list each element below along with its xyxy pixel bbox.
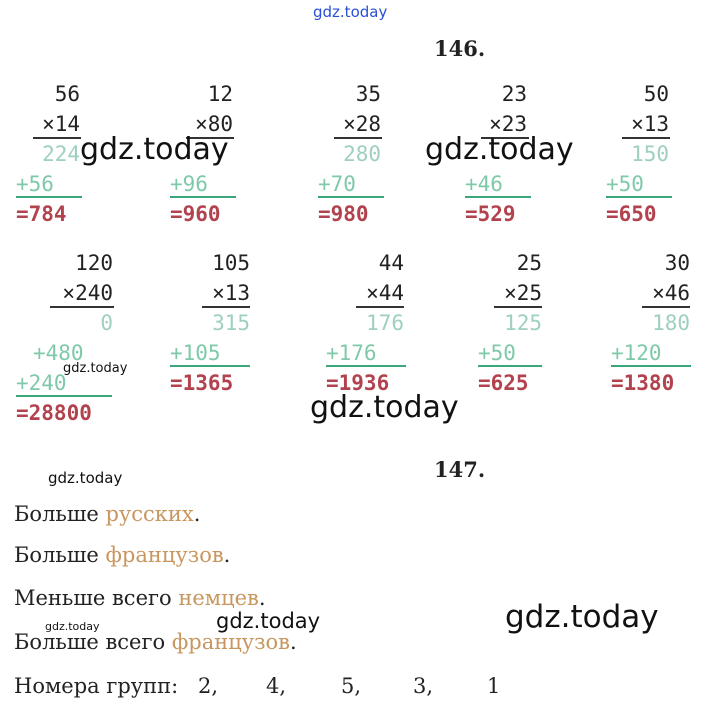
partial-product: +50 xyxy=(478,341,516,365)
multiplicand: 50 xyxy=(643,82,669,106)
multiplicand: 44 xyxy=(378,251,404,275)
multiplier: ×28 xyxy=(343,112,381,136)
multiplier: ×14 xyxy=(42,112,80,136)
result: =1936 xyxy=(326,371,390,395)
multiplicand: 35 xyxy=(355,82,381,106)
multiplicand: 12 xyxy=(207,82,233,106)
watermark: gdz.today xyxy=(48,469,123,487)
group-number: 4, xyxy=(266,674,287,698)
watermark: gdz.today xyxy=(310,390,459,425)
multiplier: ×23 xyxy=(489,112,527,136)
multiplicand: 105 xyxy=(212,251,250,275)
task-147-number: 147. xyxy=(434,457,486,482)
partial-product: 315 xyxy=(212,311,250,335)
multiplier: ×44 xyxy=(366,281,404,305)
multiplicand: 56 xyxy=(54,82,80,106)
multiplicand: 120 xyxy=(75,251,113,275)
partial-product: +176 xyxy=(326,341,377,365)
result: =625 xyxy=(478,371,529,395)
partial-product: +46 xyxy=(465,172,503,196)
multiplier: ×25 xyxy=(504,281,542,305)
group-number: 2, xyxy=(198,674,219,698)
result: =980 xyxy=(318,202,369,226)
multiplicand: 23 xyxy=(501,82,527,106)
group-number: 5, xyxy=(341,674,362,698)
watermark: gdz.today xyxy=(80,132,229,167)
multiplicand: 25 xyxy=(516,251,542,275)
group-number: 3, xyxy=(413,674,434,698)
result: =28800 xyxy=(16,401,92,425)
watermark: gdz.today xyxy=(45,620,100,633)
task-146-number: 146. xyxy=(434,36,486,61)
result: =960 xyxy=(170,202,221,226)
watermark: gdz.today xyxy=(425,132,574,167)
result: =1380 xyxy=(611,371,675,395)
partial-product: +105 xyxy=(170,341,221,365)
partial-product: 150 xyxy=(631,142,669,166)
watermark: gdz.today xyxy=(63,361,128,376)
partial-product: 180 xyxy=(652,311,690,335)
watermark: gdz.today xyxy=(216,609,321,633)
watermark: gdz.today xyxy=(505,599,659,635)
multiplicand: 30 xyxy=(664,251,690,275)
partial-product: 0 xyxy=(100,311,113,335)
multiplier: ×240 xyxy=(62,281,113,305)
answer-line-3: Меньше всего немцев. xyxy=(14,586,266,610)
result: =784 xyxy=(16,202,67,226)
answer-line-2: Больше французов. xyxy=(14,543,231,567)
partial-product: 125 xyxy=(504,311,542,335)
partial-product: +240 xyxy=(16,371,67,395)
result: =650 xyxy=(606,202,657,226)
result: =529 xyxy=(465,202,516,226)
multiplier: ×13 xyxy=(631,112,669,136)
answer-line-4: Больше всего французов. xyxy=(14,630,297,654)
answer-line-1: Больше русских. xyxy=(14,502,201,526)
partial-product: +70 xyxy=(318,172,356,196)
multiplier: ×13 xyxy=(212,281,250,305)
result: =1365 xyxy=(170,371,234,395)
group-numbers-line xyxy=(14,674,178,698)
partial-product: +480 xyxy=(33,341,84,365)
partial-product: +50 xyxy=(606,172,644,196)
group-number: 1 xyxy=(487,674,501,698)
partial-product: +120 xyxy=(611,341,662,365)
multiplier: ×46 xyxy=(652,281,690,305)
group-numbers-label: Номера групп: xyxy=(14,674,179,698)
watermark-top: gdz.today xyxy=(313,3,388,21)
multiplier: ×80 xyxy=(195,112,233,136)
partial-product: +96 xyxy=(170,172,208,196)
partial-product: 224 xyxy=(42,142,80,166)
partial-product: 280 xyxy=(343,142,381,166)
partial-product: +56 xyxy=(16,172,54,196)
partial-product: 176 xyxy=(366,311,404,335)
